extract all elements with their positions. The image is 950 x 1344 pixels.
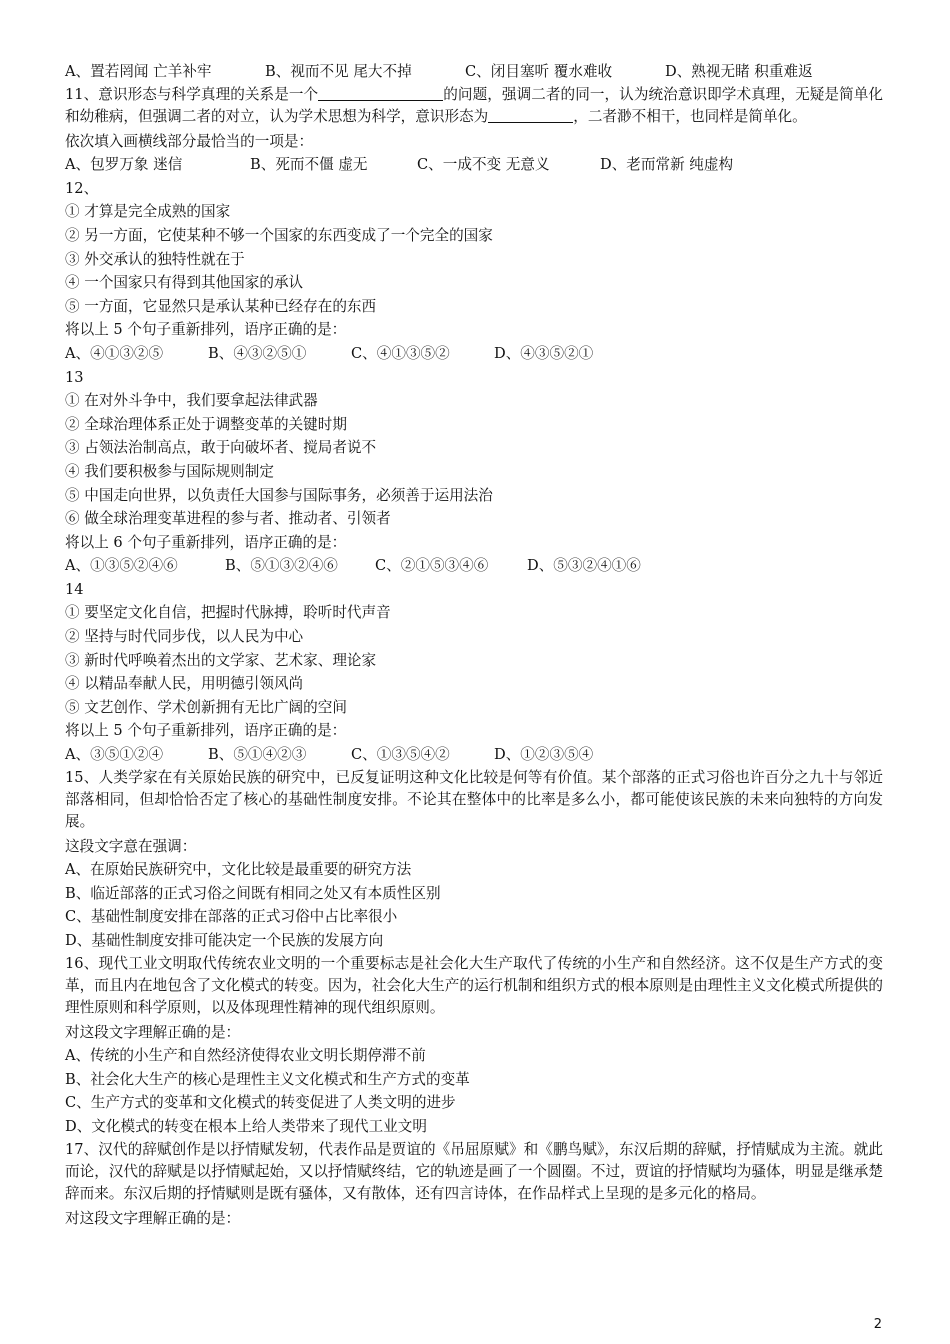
q11-stem-part2: 的问题，强调二者的同一，认为统治意识即学术真理，无疑是简单化和幼稚病，但强调二者的对立，认为学术思想为科学，意识形态为: [65, 85, 883, 125]
q15-option-b: B、临近部落的正式习俗之间既有相同之处又有本质性区别: [65, 884, 441, 902]
q13-prompt: 将以上 6 个句子重新排列，语序正确的是：: [65, 533, 347, 551]
q12-item: ③ 外交承认的独特性就在于: [65, 250, 245, 268]
q13-item: ⑤ 中国走向世界，以负责任大国参与国际事务，必须善于运用法治: [65, 486, 493, 504]
q12-prompt: 将以上 5 个句子重新排列，语序正确的是：: [65, 321, 347, 339]
q13-item: ② 全球治理体系正处于调整变革的关键时期: [65, 415, 347, 433]
q12-option-c: C、④①③⑤②: [351, 344, 450, 362]
q13-item: ④ 我们要积极参与国际规则制定: [65, 462, 274, 480]
page-number: 2: [873, 1317, 882, 1332]
q16-stem: 16、现代工业文明取代传统农业文明的一个重要标志是社会化大生产取代了传统的小生产和自然经济。这不仅是生产方式的变革，而且内在地包含了文化模式的转变。因为，社会化大生产的运行机制和组织方式的根本原则是由理性主义文化模式所提供的理性原则和科学原则，以及体现理性精神的现代组织原则。: [65, 954, 883, 1016]
q14-item: ② 坚持与时代同步伐，以人民为中心: [65, 628, 304, 646]
q14-item: ① 要坚定文化自信，把握时代脉搏，聆听时代声音: [65, 604, 391, 622]
q12-option-b: B、④③②⑤①: [208, 344, 307, 362]
q13-option-d: D、⑤③②④①⑥: [527, 557, 641, 575]
q12-item: ⑤ 一方面，它显然只是承认某种已经存在的东西: [65, 297, 377, 315]
q11-options: [65, 153, 883, 177]
q14-prompt: 将以上 5 个句子重新排列，语序正确的是：: [65, 722, 347, 740]
q13-option-c: C、②①⑤③④⑥: [375, 557, 489, 575]
q16-option-d: D、文化模式的转变在根本上给人类带来了现代工业文明: [65, 1117, 427, 1135]
q14-item: ④ 以精品奉献人民，用明德引领风尚: [65, 675, 304, 693]
q16-option-b: B、社会化大生产的核心是理性主义文化模式和生产方式的变革: [65, 1070, 470, 1088]
q11-stem: [65, 84, 883, 128]
q15-prompt: 这段文字意在强调：: [65, 837, 197, 855]
q14-option-a: A、③⑤①②④: [65, 746, 164, 764]
q14-item: ⑤ 文艺创作、学术创新拥有无比广阔的空间: [65, 698, 347, 716]
q10-option-b: B、视而不见 尾大不掉: [265, 63, 412, 80]
q11-prompt: 依次填入画横线部分最恰当的一项是：: [65, 132, 314, 150]
q14-options: [65, 743, 883, 767]
q14-option-c: C、①③⑤④②: [351, 746, 450, 764]
q13-item: ① 在对外斗争中，我们要拿起法律武器: [65, 392, 318, 410]
q13-number: 13: [65, 368, 84, 386]
q13-option-a: A、①③⑤②④⑥: [65, 557, 178, 575]
q11-option-a: A、包罗万象 迷信: [65, 156, 183, 174]
q14-option-d: D、①②③⑤④: [494, 746, 594, 764]
q12-item: ② 另一方面，它使某种不够一个国家的东西变成了一个完全的国家: [65, 226, 493, 244]
q13-option-b: B、⑤①③②④⑥: [225, 557, 338, 575]
q12-option-d: D、④③⑤②①: [494, 344, 594, 362]
q12-item: ④ 一个国家只有得到其他国家的承认: [65, 274, 304, 292]
q16-option-c: C、生产方式的变革和文化模式的转变促进了人类文明的进步: [65, 1094, 456, 1112]
q10-option-c: C、闭目塞听 覆水难收: [465, 63, 613, 80]
q10-option-a: A、置若罔闻 亡羊补牢: [65, 63, 212, 80]
q11-option-d: D、老而常新 纯虚构: [600, 156, 734, 174]
q11-stem-part1: 11、意识形态与科学真理的关系是一个: [65, 85, 319, 103]
q17-prompt: 对这段文字理解正确的是：: [65, 1209, 241, 1227]
q16-option-a: A、传统的小生产和自然经济使得农业文明长期停滞不前: [65, 1047, 426, 1065]
q13-item: ⑥ 做全球治理变革进程的参与者、推动者、引领者: [65, 510, 391, 528]
q16-prompt: 对这段文字理解正确的是：: [65, 1023, 241, 1041]
q15-option-c: C、基础性制度安排在部落的正式习俗中占比率很小: [65, 908, 398, 926]
q11-blank-2: [488, 107, 573, 123]
q15-option-a: A、在原始民族研究中，文化比较是最重要的研究方法: [65, 861, 412, 879]
q15-stem: 15、人类学家在有关原始民族的研究中，已反复证明这种文化比较是何等有价值。某个部落的正式习俗也许百分之九十与邻近部落相同，但却恰恰否定了核心的基础性制度安排。不论其在整体中的比率是多么小，都可能使该民族的未来向独特的方向发展。: [65, 768, 883, 830]
q14-number: 14: [65, 580, 84, 598]
q11-option-c: C、一成不变 无意义: [417, 156, 550, 174]
q10-option-d: D、熟视无睹 积重难返: [665, 63, 813, 80]
q12-number: 12、: [65, 179, 99, 197]
q11-option-b: B、死而不僵 虚无: [250, 156, 368, 174]
q13-item: ③ 占领法治制高点，敢于向破坏者、搅局者说不: [65, 439, 377, 457]
q11-blank-1: [318, 85, 443, 101]
q14-item: ③ 新时代呼唤着杰出的文学家、艺术家、理论家: [65, 651, 377, 669]
q12-options: [65, 342, 883, 366]
q13-options: [65, 554, 883, 578]
q12-option-a: A、④①③②⑤: [65, 344, 164, 362]
q15-option-d: D、基础性制度安排可能决定一个民族的发展方向: [65, 932, 384, 949]
q14-option-b: B、⑤①④②③: [208, 746, 307, 764]
q11-stem-part3: ，二者渺不相干，也同样是简单化。: [573, 107, 807, 125]
q10-options: [65, 60, 883, 84]
q17-stem: 17、汉代的辞赋创作是以抒情赋发轫，代表作品是贾谊的《吊屈原赋》和《鹏鸟赋》，东汉后期的辞赋，抒情赋成为主流。就此而论，汉代的辞赋是以抒情赋起始，又以抒情赋终结，它的轨迹是画了一个圆圈。不过，贾谊的抒情赋均为骚体，明显是继承楚辞而来。东汉后期的抒情赋则是既有骚体，又有散体，还有四言诗体，在作品样式上呈现的是多元化的格局。: [65, 1140, 883, 1202]
document-body: [65, 60, 883, 1230]
q12-item: ① 才算是完全成熟的国家: [65, 203, 231, 221]
